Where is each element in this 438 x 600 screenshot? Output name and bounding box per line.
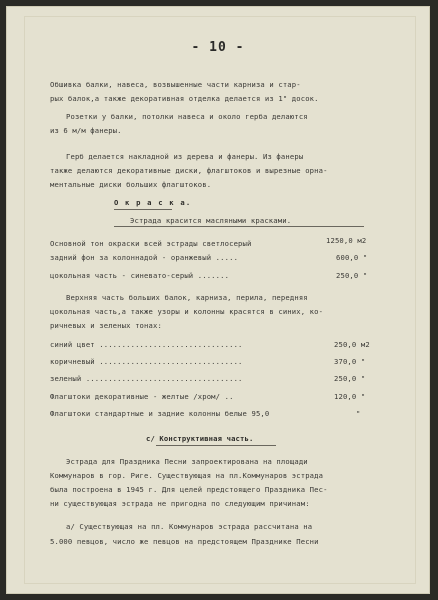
text-line: Верхняя часть больших балок, карниза, перила, передняя [66,293,308,302]
text-line: ментальные диски больших флагштоков. [50,180,212,189]
text-line: Коммунаров в гор. Риге. Существующая на пл.Коммунаров эстрада [50,471,324,480]
table-row-label: Флагштоки стандартные и задние колонны белые 95,0 [50,409,270,418]
table-row-value: 250,0 " [336,271,368,280]
table-row-label: коричневый ................................ [50,357,243,366]
table-row-label: цокольная часть - синевато-серый ....... [50,271,230,280]
table-row-label: Флагштоки декоративные - желтые /хром/ .. [50,392,234,401]
text-line: Обшивка балки, навеса, возвышенные части карниза и стар- [50,80,301,89]
text-line: ни существующая эстрада не пригодна по следующим причинам: [50,499,310,508]
table-row-label: задний фон за колоннадой - оранжевый ..... [50,253,239,262]
table-row-value: 1250,0 м2 [326,236,367,245]
text-line: Герб делается накладной из дерева и фанеры. Из фанеры [66,152,304,161]
table-row-label: синий цвет ................................ [50,340,243,349]
text-line: рых балок,а также декоративная отделка делается из 1" досок. [50,94,319,103]
table-row-value: " [356,409,361,418]
heading-underline [156,445,276,446]
table-row-value: 600,0 " [336,253,368,262]
document-page [6,6,430,594]
heading-underline [114,209,172,210]
table-row-label: Основной тон окраски всей эстрады светлосерый [50,239,252,248]
text-line: также делаются декоративные диски, флагштоков и вырезные орна- [50,166,328,175]
text-line: 5.000 певцов, число же певцов на предстоящем Празднике Песни [50,537,319,546]
text-line: Розетки у балки, потолки навеса и около герба делаются [66,112,308,121]
text-line: Эстрада для Праздника Песни запроектирована на площади [66,457,308,466]
text-line: была построена в 1945 г. Для целей предстоящего Праздника Пес- [50,485,328,494]
table-row-label: зеленый ................................... [50,374,243,383]
table-row-value: 250,0 " [334,374,366,383]
text-line: а/ Существующая на пл. Коммунаров эстрада рассчитана на [66,522,313,531]
section-heading: с/ Конструктивная часть. [146,434,254,443]
text-line: цокольная часть,а также узоры и колонны красятся в синих, ко- [50,307,324,316]
section-heading: О к р а с к а. [114,198,192,207]
table-row-value: 370,0 " [334,357,366,366]
text-line: из 6 м/м фанеры. [50,126,122,135]
table-row-value: 250,0 м2 [334,340,370,349]
underline [114,226,364,227]
text-line: Эстрада красится масляными красками. [130,216,292,225]
table-row-value: 120,0 " [334,392,366,401]
page-number: - 10 - [191,40,245,55]
text-line: ричневых и зеленых тонах: [50,321,162,330]
